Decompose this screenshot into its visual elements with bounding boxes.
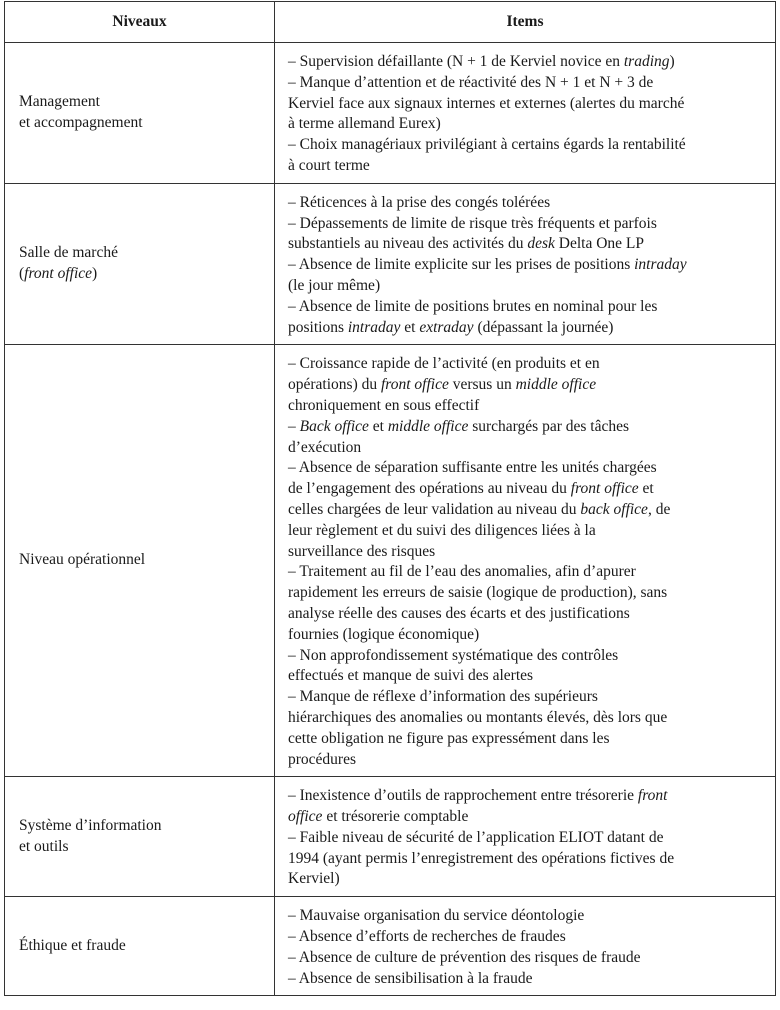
text-segment: de l’engagement des opérations au niveau du	[288, 480, 571, 498]
niveau-cell	[5, 897, 275, 996]
italic-segment: front office	[380, 376, 449, 394]
text-segment: à court terme	[288, 156, 370, 174]
item-line	[288, 750, 771, 771]
niveau-cell	[5, 183, 275, 345]
cell-line	[19, 244, 118, 261]
item-line	[288, 500, 771, 521]
table-header-row	[5, 2, 776, 43]
text-segment: et	[638, 480, 654, 498]
text-segment: à terme allemand Eurex)	[288, 115, 441, 133]
italic-segment: front	[637, 787, 668, 805]
item-line	[288, 438, 771, 459]
text-segment: – Réticences à la prise des congés tolérées	[288, 193, 551, 211]
text-segment: Delta One LP	[554, 235, 644, 253]
items-cell	[275, 345, 776, 777]
text-segment: Éthique et fraude	[19, 936, 126, 954]
italic-segment: intraday	[634, 256, 687, 274]
text-segment: Niveau opérationnel	[19, 551, 146, 569]
risk-factors-table	[4, 1, 776, 996]
text-segment: surveillance des risques	[288, 542, 436, 560]
text-segment: positions	[288, 318, 348, 336]
text-segment: surchargés par des tâches	[468, 417, 630, 435]
item-line	[288, 156, 771, 177]
text-segment: )	[92, 265, 98, 283]
italic-segment: Back office	[299, 417, 369, 435]
italic-segment: front office	[24, 265, 93, 283]
text-segment: – Traitement au fil de l’eau des anomalies, afin d’apurer	[288, 563, 636, 581]
item-line	[288, 666, 771, 687]
cell-line	[19, 551, 145, 568]
item-line	[288, 927, 771, 948]
item-line	[288, 948, 771, 969]
text-segment: et accompagnement	[19, 113, 143, 131]
text-segment: – Absence d’efforts de recherches de fraudes	[288, 928, 566, 946]
table-row	[5, 345, 776, 777]
text-segment: fournies (logique économique)	[288, 625, 480, 643]
text-segment: – Absence de sensibilisation à la fraude	[288, 969, 533, 987]
item-line	[288, 375, 771, 396]
header-niveaux: Niveaux	[5, 2, 275, 43]
table-row	[5, 43, 776, 184]
item-line	[288, 94, 771, 115]
niveau-cell	[5, 345, 275, 777]
text-segment: (	[19, 265, 25, 283]
text-segment: –	[288, 417, 300, 435]
item-line	[288, 562, 771, 583]
text-segment: (le jour même)	[288, 276, 381, 294]
item-line	[288, 255, 771, 276]
text-segment: – Supervision défaillante (N + 1 de Kerviel novice en	[288, 53, 624, 70]
cell-line	[19, 817, 162, 834]
item-line	[288, 583, 771, 604]
text-segment: et trésorerie comptable	[322, 808, 469, 826]
item-line	[288, 906, 771, 927]
item-line	[288, 276, 771, 297]
item-line	[288, 318, 771, 339]
text-segment: )	[669, 53, 675, 70]
text-segment: , de	[647, 500, 671, 518]
text-segment: chroniquement en sous effectif	[288, 396, 480, 414]
item-line	[288, 849, 771, 870]
italic-segment: office	[288, 808, 323, 826]
italic-segment: front office	[570, 480, 639, 498]
items-cell	[275, 183, 776, 345]
italic-segment: desk	[527, 235, 555, 253]
text-segment: Kerviel face aux signaux internes et externes (alertes du marché	[288, 94, 685, 112]
italic-segment: extraday	[419, 318, 474, 336]
text-segment: leur règlement et du suivi des diligences liées à la	[288, 521, 596, 539]
item-line	[288, 297, 771, 318]
item-line	[288, 807, 771, 828]
cell-line	[19, 838, 69, 855]
text-segment: opérations) du	[288, 376, 381, 394]
header-items: Items	[275, 2, 776, 43]
text-segment: d’exécution	[288, 438, 362, 456]
cell-line	[19, 93, 100, 110]
cell-line	[19, 114, 143, 131]
item-line	[288, 786, 771, 807]
text-segment: – Manque d’attention et de réactivité des N + 1 et N + 3 de	[288, 73, 654, 91]
text-segment: (dépassant la journée)	[473, 318, 614, 336]
text-segment: rapidement les erreurs de saisie (logique de production), sans	[288, 584, 668, 602]
item-line	[288, 417, 771, 438]
text-segment: hiérarchiques des anomalies ou montants élevés, dès lors que	[288, 708, 668, 726]
text-segment: et	[368, 417, 388, 435]
text-segment: et outils	[19, 837, 69, 855]
text-segment: – Choix managériaux privilégiant à certains égards la rentabilité	[288, 136, 686, 154]
text-segment: – Non approfondissement systématique des contrôles	[288, 646, 619, 664]
item-line	[288, 73, 771, 94]
text-segment: et	[400, 318, 420, 336]
item-line	[288, 354, 771, 375]
text-segment: Salle de marché	[19, 244, 118, 262]
italic-segment: middle office	[387, 417, 469, 435]
text-segment: – Dépassements de limite de risque très fréquents et parfois	[288, 214, 657, 232]
item-line	[288, 52, 771, 73]
text-segment: – Absence de culture de prévention des risques de fraude	[288, 948, 641, 966]
item-line	[288, 542, 771, 563]
text-segment: – Inexistence d’outils de rapprochement entre trésorerie	[288, 787, 638, 805]
text-segment: procédures	[288, 750, 356, 768]
niveau-cell	[5, 777, 275, 897]
item-line	[288, 729, 771, 750]
item-line	[288, 708, 771, 729]
text-segment: Système d’information	[19, 816, 162, 834]
text-segment: – Faible niveau de sécurité de l’application ELIOT datant de	[288, 828, 664, 846]
item-line	[288, 687, 771, 708]
item-line	[288, 969, 771, 990]
table-row	[5, 777, 776, 897]
niveau-cell	[5, 43, 275, 184]
text-segment: – Mauvaise organisation du service déontologie	[288, 907, 585, 925]
item-line	[288, 396, 771, 417]
item-line	[288, 828, 771, 849]
item-line	[288, 521, 771, 542]
item-line	[288, 114, 771, 135]
text-segment: 1994 (ayant permis l’enregistrement des opérations fictives de	[288, 849, 675, 867]
text-segment: versus un	[448, 376, 516, 394]
item-line	[288, 625, 771, 646]
table-row	[5, 183, 776, 345]
italic-segment: trading	[623, 53, 670, 70]
text-segment: Kerviel)	[288, 870, 340, 888]
item-line	[288, 135, 771, 156]
text-segment: Management	[19, 93, 100, 111]
text-segment: – Absence de séparation suffisante entre les unités chargées	[288, 459, 657, 477]
item-line	[288, 869, 771, 890]
item-line	[288, 234, 771, 255]
item-line	[288, 479, 771, 500]
text-segment: cette obligation ne figure pas expressément dans les	[288, 729, 610, 747]
text-segment: effectués et manque de suivi des alertes	[288, 667, 534, 685]
item-line	[288, 646, 771, 667]
text-segment: substantiels au niveau des activités du	[288, 235, 528, 253]
table-row	[5, 897, 776, 996]
text-segment: – Absence de limite explicite sur les prises de positions	[288, 256, 635, 274]
cell-line	[19, 265, 97, 282]
italic-segment: intraday	[347, 318, 401, 336]
text-segment: – Croissance rapide de l’activité (en produits et en	[288, 355, 600, 373]
item-line	[288, 214, 771, 235]
italic-segment: middle office	[515, 376, 597, 394]
items-cell	[275, 897, 776, 996]
text-segment: celles chargées de leur validation au niveau du	[288, 500, 581, 518]
italic-segment: back office	[580, 500, 648, 518]
text-segment: – Absence de limite de positions brutes en nominal pour les	[288, 297, 658, 315]
text-segment: – Manque de réflexe d’information des supérieurs	[288, 688, 598, 706]
cell-line	[19, 937, 126, 954]
item-line	[288, 604, 771, 625]
items-cell	[275, 777, 776, 897]
item-line	[288, 193, 771, 214]
item-line	[288, 458, 771, 479]
items-cell	[275, 43, 776, 184]
text-segment: analyse réelle des causes des écarts et des justifications	[288, 604, 630, 622]
